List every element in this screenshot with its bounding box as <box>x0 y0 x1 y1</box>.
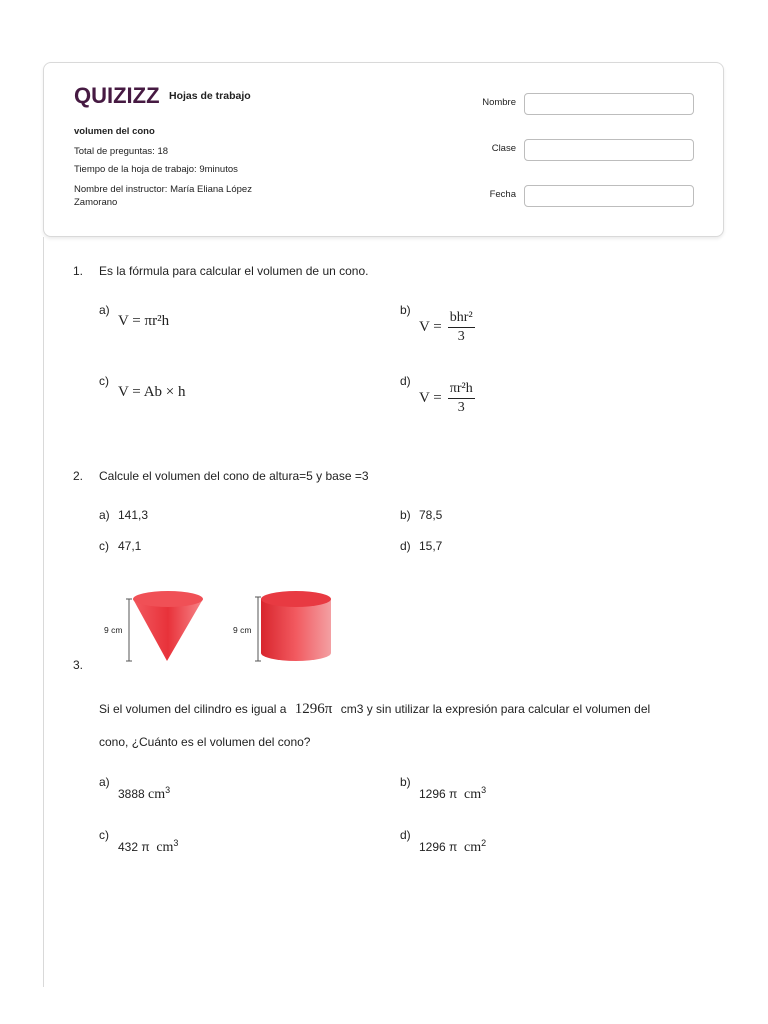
page-left-border <box>43 237 44 987</box>
q3-option-c-number: 432 π <box>118 840 150 854</box>
total-questions: Total de preguntas: 18 <box>74 146 169 157</box>
q1-option-d-formula[interactable] <box>419 381 475 416</box>
q3-option-a-value[interactable] <box>118 785 170 803</box>
class-field[interactable] <box>524 139 694 161</box>
q3-option-d-unit: cm <box>463 840 482 855</box>
svg-text:QUIZIZZ: QUIZIZZ <box>74 83 160 108</box>
date-field[interactable] <box>524 185 694 207</box>
logo-area <box>74 83 251 109</box>
q3-option-a-letter: a) <box>99 775 110 789</box>
q2-option-a-value[interactable]: 141,3 <box>118 508 149 522</box>
q3-option-c-value[interactable] <box>118 838 178 856</box>
cone-top <box>133 591 203 607</box>
q3-option-a-unit: cm <box>148 787 166 802</box>
cylinder-body <box>261 599 331 661</box>
q2-option-b-letter: b) <box>400 508 411 522</box>
q3-option-d-value[interactable] <box>419 838 486 856</box>
q2-option-d-letter: d) <box>400 539 411 553</box>
q1-option-c-letter: c) <box>99 374 109 388</box>
q3-option-b-letter: b) <box>400 775 411 789</box>
q3-option-d-exponent: 2 <box>481 838 487 848</box>
q1-option-b-fraction <box>448 310 475 345</box>
cone-shape <box>133 599 203 661</box>
question-3-number: 3. <box>73 658 84 672</box>
q1-option-d-lhs: V = <box>419 389 442 406</box>
name-label: Nombre <box>482 97 516 108</box>
q1-option-d-fraction <box>448 381 475 416</box>
q1-option-d-denominator: 3 <box>457 400 465 415</box>
q1-option-b-formula[interactable] <box>419 310 475 345</box>
q1-option-b-denominator: 3 <box>457 329 465 344</box>
q3-option-d-letter: d) <box>400 828 411 842</box>
question-1-text: Es la fórmula para calcular el volumen de un cono. <box>99 264 369 278</box>
q3-option-c-exponent: 3 <box>173 838 179 848</box>
q1-option-a-formula[interactable]: V = πr²h <box>118 313 170 329</box>
logo-subtitle: Hojas de trabajo <box>169 90 251 102</box>
q1-option-b-numerator: bhr² <box>448 310 475 328</box>
q1-option-b-letter: b) <box>400 303 411 317</box>
q3-option-a-number: 3888 <box>118 787 145 801</box>
cylinder-top <box>261 591 331 607</box>
date-label: Fecha <box>489 189 516 200</box>
question-2-number: 2. <box>73 469 84 483</box>
question-1-number: 1. <box>73 264 84 278</box>
question-3-text-line2: cono, ¿Cuánto es el volumen del cono? <box>99 735 311 749</box>
q2-option-c-value[interactable]: 47,1 <box>118 539 142 553</box>
class-label: Clase <box>491 143 516 154</box>
worksheet-title: volumen del cono <box>74 126 155 137</box>
q3-option-c-unit: cm <box>156 840 174 855</box>
instructor-name: Nombre del instructor: María Eliana López Zamorano <box>74 184 252 208</box>
question-3-text <box>99 701 650 718</box>
q2-option-a-letter: a) <box>99 508 110 522</box>
q3-option-b-unit: cm <box>463 787 482 802</box>
q1-option-a-letter: a) <box>99 303 110 317</box>
q2-option-c-letter: c) <box>99 539 109 553</box>
worksheet-header-card <box>43 62 724 237</box>
q2-option-b-value[interactable]: 78,5 <box>419 508 443 522</box>
question-3-text-math: 1296π <box>294 701 333 717</box>
question-3-text-part2: cm3 y sin utilizar la expresión para calcular el volumen del <box>340 702 651 716</box>
cylinder-height-label: 9 cm <box>233 625 252 635</box>
q3-option-d-number: 1296 π <box>419 840 458 854</box>
q1-option-b-lhs: V = <box>419 318 442 335</box>
question-3-text-part1: Si el volumen del cilindro es igual a <box>99 702 287 716</box>
name-field[interactable] <box>524 93 694 115</box>
q1-option-c-formula[interactable]: V = Ab × h <box>118 384 186 400</box>
q1-option-d-letter: d) <box>400 374 411 388</box>
cone-cylinder-figure <box>100 585 340 665</box>
cone-height-label: 9 cm <box>104 625 123 635</box>
quizizz-logo <box>74 83 162 109</box>
question-2-text: Calcule el volumen del cono de altura=5 y base =3 <box>99 469 369 483</box>
q3-option-b-exponent: 3 <box>481 785 487 795</box>
worksheet-time: Tiempo de la hoja de trabajo: 9minutos <box>74 164 238 175</box>
q1-option-d-numerator: πr²h <box>448 381 475 399</box>
q3-option-a-exponent: 3 <box>165 785 171 795</box>
q3-option-b-number: 1296 π <box>419 787 458 801</box>
q2-option-d-value[interactable]: 15,7 <box>419 539 443 553</box>
q3-option-c-letter: c) <box>99 828 109 842</box>
q3-option-b-value[interactable] <box>419 785 486 803</box>
